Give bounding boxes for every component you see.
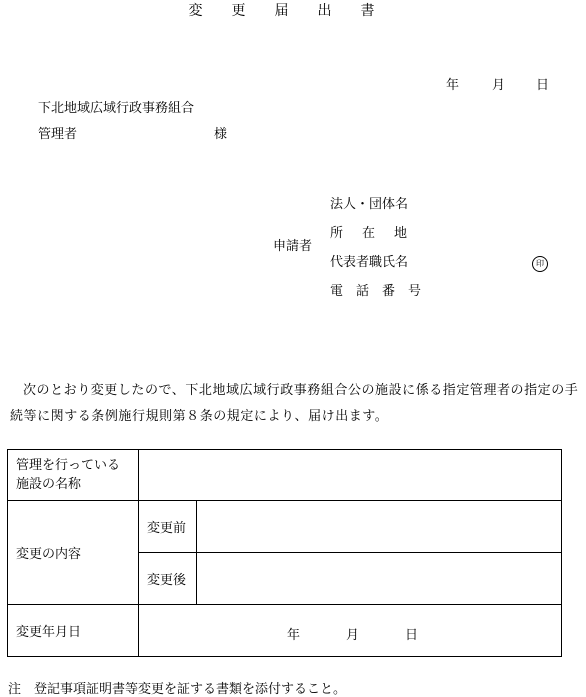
change-date-label: 変更年月日 xyxy=(8,605,139,657)
applicant-field-address: 所 在 地 xyxy=(330,226,411,241)
after-value[interactable] xyxy=(197,553,562,605)
change-date-value[interactable] xyxy=(139,605,562,657)
submission-date xyxy=(0,79,586,93)
addressee-organization: 下北地域広域行政事務組合 xyxy=(38,101,195,116)
facility-name-label: 管理を行っている 施設の名称 xyxy=(8,450,139,501)
date-day: 日 xyxy=(536,78,550,93)
body-paragraph xyxy=(10,378,580,430)
change-form-table xyxy=(7,449,562,657)
applicant-field-phone: 電 話 番 号 xyxy=(330,284,422,299)
change-date-year: 年 xyxy=(287,628,301,643)
applicant-label: 申請者 xyxy=(273,239,313,254)
applicant-field-name: 法人・団体名 xyxy=(330,197,409,212)
after-label: 変更後 xyxy=(139,553,197,605)
change-date-day: 日 xyxy=(405,628,419,643)
attachment-note: 注 登記事項証明書等変更を証する書類を添付すること。 xyxy=(8,682,347,697)
applicant-field-representative: 代表者職氏名 xyxy=(330,255,409,270)
date-month: 月 xyxy=(492,78,506,93)
date-year: 年 xyxy=(446,78,460,93)
facility-name-value[interactable] xyxy=(139,450,562,501)
seal-mark: 印 xyxy=(532,256,548,272)
addressee-honorific: 様 xyxy=(214,127,228,142)
addressee-manager: 管理者 xyxy=(38,127,78,142)
change-date-month: 月 xyxy=(346,628,360,643)
page-title: 変更届出書 xyxy=(188,3,404,19)
before-value[interactable] xyxy=(197,501,562,553)
change-content-label: 変更の内容 xyxy=(8,501,139,605)
body-text: 次のとおり変更したので、下北地域広域行政事務組合公の施設に係る指定管理者の指定の手続等に関する条例施行規則第８条の規定により、届け出ます。 xyxy=(10,383,579,424)
before-label: 変更前 xyxy=(139,501,197,553)
